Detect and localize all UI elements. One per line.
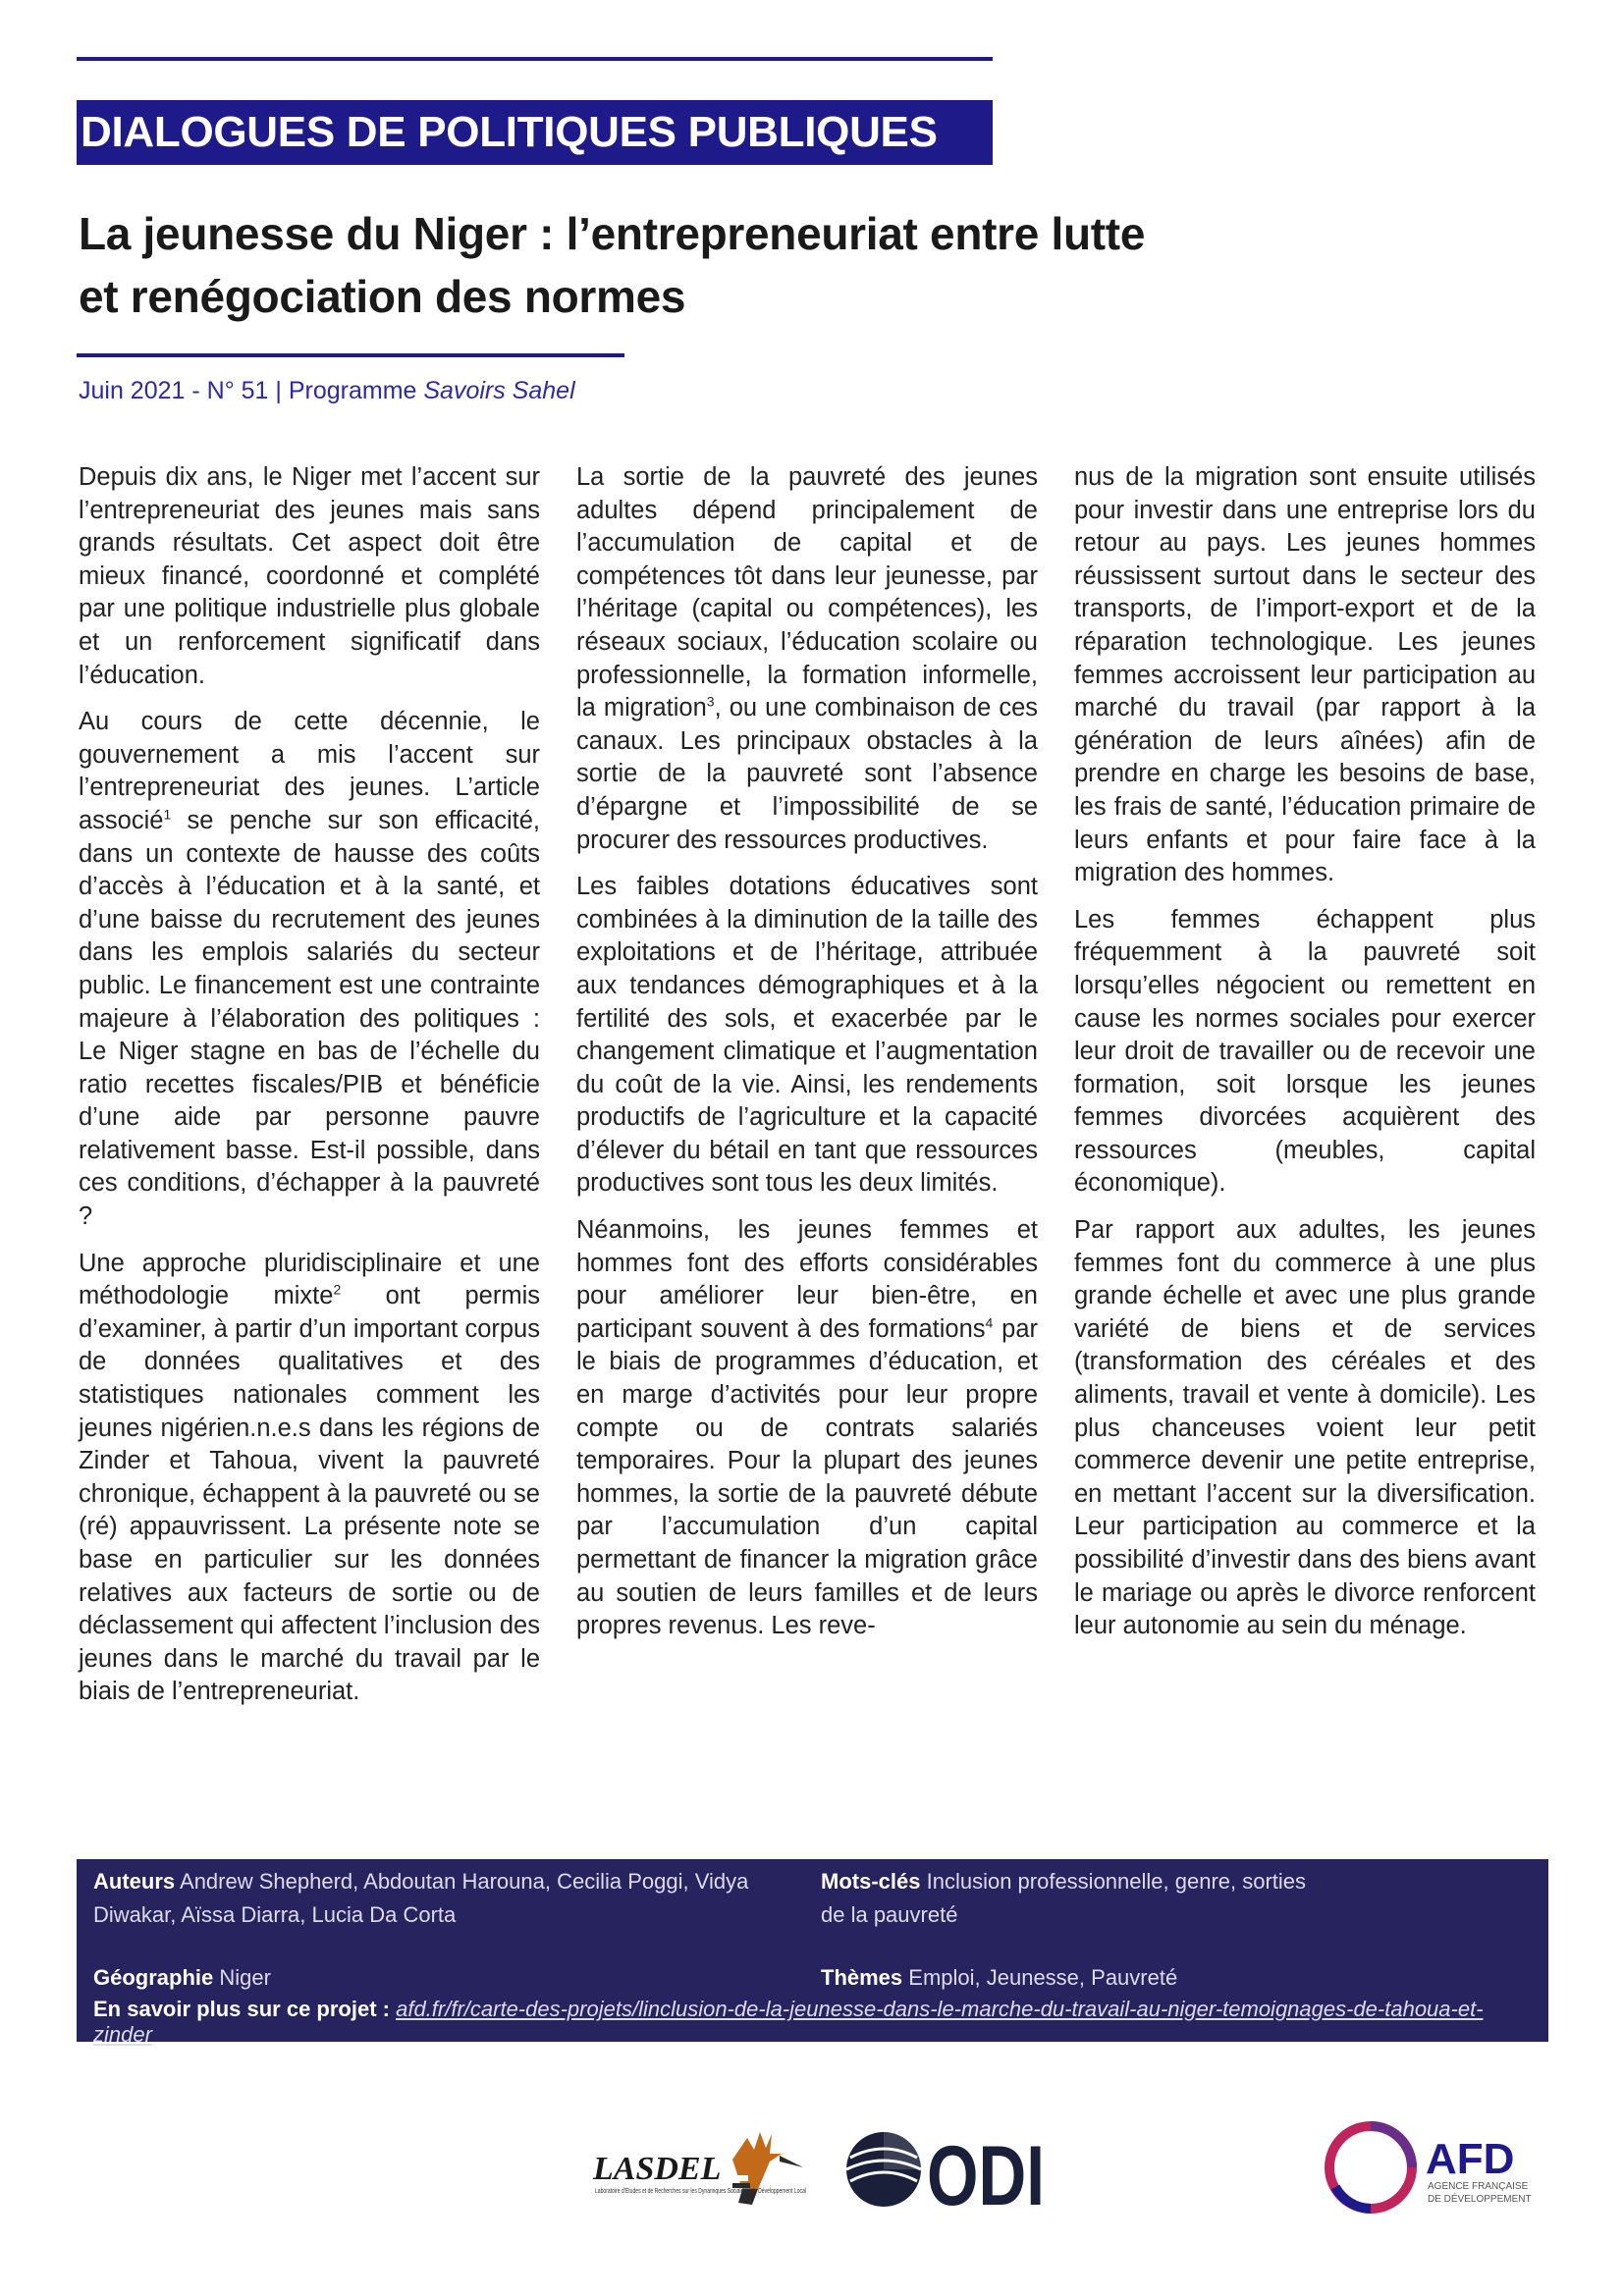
paragraph: Au cours de cette décennie, le gouvernement a mis l’accent sur l’entrepreneuriat des jeunes. L’article associé$^1$ se penche sur son efficacité, dans un contexte de hausse des coûts d’accès à l’éducation et à la santé, et d’une baisse du recrutement des jeunes dans les emplois salariés du secteur public. Le financement est une contrainte majeure à l’élaboration des politiques : Le Niger stagne en bas de l’échelle du ratio recettes fiscales/PIB et bénéficie d’une aide par personne pauvre relativement basse. Est-il possible, dans ces conditions, d’échapper à la pauvreté ? xyxy=(79,708,540,1231)
meta-date-number: Juin 2021 - N° 51 | Programme xyxy=(79,377,424,404)
info-box xyxy=(77,1859,1548,2047)
afd-logo xyxy=(1322,2118,1557,2216)
subtitle-rule xyxy=(77,353,624,357)
footnote-ref[interactable]: 3 xyxy=(706,693,715,710)
paragraph: Néanmoins, les jeunes femmes et hommes font des efforts considérables pour améliorer leur bien-être, en participant souvent à des formations$^4$ par le biais de programmes d’éducation, et en marge d’activités pour leur propre compte ou de contrats salariés temporaires. Pour la plupart des jeunes hommes, la sortie de la pauvreté débute par l’accumulation d’un capital permettant de financer la migration grâce au soutien de leurs familles et de leurs propres revenus. Les reve- xyxy=(576,1216,1038,1640)
lasdel-logo xyxy=(585,2120,817,2216)
title-line-2: et renégociation des normes xyxy=(79,271,686,322)
page-title xyxy=(79,202,1375,328)
publication-meta xyxy=(79,377,575,405)
series-banner: DIALOGUES DE POLITIQUES PUBLIQUES xyxy=(77,100,993,165)
odi-wordmark: ODI xyxy=(927,2129,1045,2223)
geography: Géographie Niger xyxy=(93,1965,271,1990)
authors: Auteurs Andrew Shepherd, Abdoutan Harouna, Cecilia Poggi, Vidya Diwakar, Aïssa Diarra, Lucia Da Corta xyxy=(93,1869,749,1927)
afd-ring-icon xyxy=(1329,2126,1412,2209)
text-column-3 xyxy=(1074,461,1536,1657)
paragraph: Une approche pluridisciplinaire et une méthodologie mixte$^2$ ont permis d’examiner, à partir d’un important corpus de données qualitatives et des statistiques nationales comment les jeunes nigérien.n.e.s dans les régions de Zinder et Tahoua, vivent la pauvreté chronique, échappent à la pauvreté ou se (ré) appauvrissent. La présente note se base en particulier sur les données relatives aux facteurs de sortie ou de déclassement qui affectent l’inclusion des jeunes dans le marché du travail par le biais de l’entrepreneuriat. xyxy=(79,1249,540,1706)
afd-tagline-2: DE DÉVELOPPEMENT xyxy=(1428,2194,1532,2205)
afd-wordmark: AFD xyxy=(1426,2135,1515,2183)
project-link-row: En savoir plus sur ce projet : afd.fr/fr/carte-des-projets/linclusion-de-la-jeunesse-dans-le-marche-du-travail-au-niger-temoignages-de-tahoua-et-zinder xyxy=(93,1997,1484,2047)
top-rule xyxy=(77,57,993,61)
lasdel-tagline: Laboratoire d’Etudes et de Recherches sur les Dynamiques Sociales et le Développement Local xyxy=(595,2188,807,2195)
footnote-ref[interactable]: 1 xyxy=(163,806,172,823)
keywords: Mots-clés Inclusion professionnelle, genre, sorties de la pauvreté xyxy=(821,1869,1307,1927)
paragraph: Les femmes échappent plus fréquemment à la pauvreté soit lorsqu’elles négocient ou remettent en cause les normes sociales pour exercer leur droit de travailler ou de recevoir une formation, soit lorsque les jeunes femmes divorcées acquièrent des ressources (meubles, capital économique). xyxy=(1074,905,1536,1198)
footnote-ref[interactable]: 2 xyxy=(333,1281,342,1298)
text-column-1 xyxy=(79,461,540,1723)
odi-logo xyxy=(842,2128,1049,2223)
paragraph: Les faibles dotations éducatives sont combinées à la diminution de la taille des exploitations et de l’héritage, attribuée aux tendances démographiques et à la fertilité des sols, et exacerbée par le changement climatique et l’augmentation du coût de la vie. Ainsi, les rendements productifs de l’agriculture et la capacité d’élever du bétail en tant que ressources productives sont tous les deux limités. xyxy=(576,873,1038,1198)
meta-program: Savoirs Sahel xyxy=(423,377,575,404)
project-link[interactable]: afd.fr/fr/carte-des-projets/linclusion-de-la-jeunesse-dans-le-marche-du-travail-au-niger-temoignages-de-tahoua-et-zinder xyxy=(93,1997,1484,2047)
afd-tagline-1: AGENCE FRANÇAISE xyxy=(1428,2181,1529,2192)
paragraph: Depuis dix ans, le Niger met l’accent sur l’entrepreneuriat des jeunes mais sans grands résultats. Cet aspect doit être mieux financé, coordonné et complété par une politique industrielle plus globale et un renforcement significatif dans l’éducation. xyxy=(79,463,540,689)
paragraph: La sortie de la pauvreté des jeunes adultes dépend principalement de l’accumulation de capital et de compétences tôt dans leur jeunesse, par l’héritage (capital ou compétences), les réseaux sociaux, l’éducation scolaire ou professionnelle, la formation informelle, la migration$^3$, ou une combinaison de ces canaux. Les principaux obstacles à la sortie de la pauvreté sont l’absence d’épargne et l’impossibilité de se procurer des ressources productives. xyxy=(576,463,1038,854)
lasdel-wordmark: LASDEL xyxy=(593,2151,722,2187)
title-line-1: La jeunesse du Niger : l’entrepreneuriat entre lutte xyxy=(79,208,1146,259)
themes: Thèmes Emploi, Jeunesse, Pauvreté xyxy=(821,1965,1178,1990)
text-column-2 xyxy=(576,461,1038,1657)
paragraph: Par rapport aux adultes, les jeunes femmes font du commerce à une plus grande échelle et avec une plus grande variété de biens et de services (transformation des céréales et des aliments, travail et vente à domicile). Les plus chanceuses voient leur petit commerce devenir une petite entreprise, en mettant l’accent sur la diversification. Leur participation au commerce et la possibilité d’investir dans des biens avant le mariage ou après le divorce renforcent leur autonomie au sein du ménage. xyxy=(1074,1216,1536,1640)
paragraph: nus de la migration sont ensuite utilisés pour investir dans une entreprise lors du retour au pays. Les jeunes hommes réussissent surtout dans le secteur des transports, de l’import-export et de la réparation technologique. Les jeunes femmes accroissent leur participation au marché du travail (par rapport à la génération de leurs aînées) afin de prendre en charge les besoins de base, les frais de santé, l’éducation primaire de leurs enfants et pour faire face à la migration des hommes. xyxy=(1074,463,1536,887)
odi-globe-icon xyxy=(846,2132,921,2207)
footnote-ref[interactable]: 4 xyxy=(985,1314,994,1331)
